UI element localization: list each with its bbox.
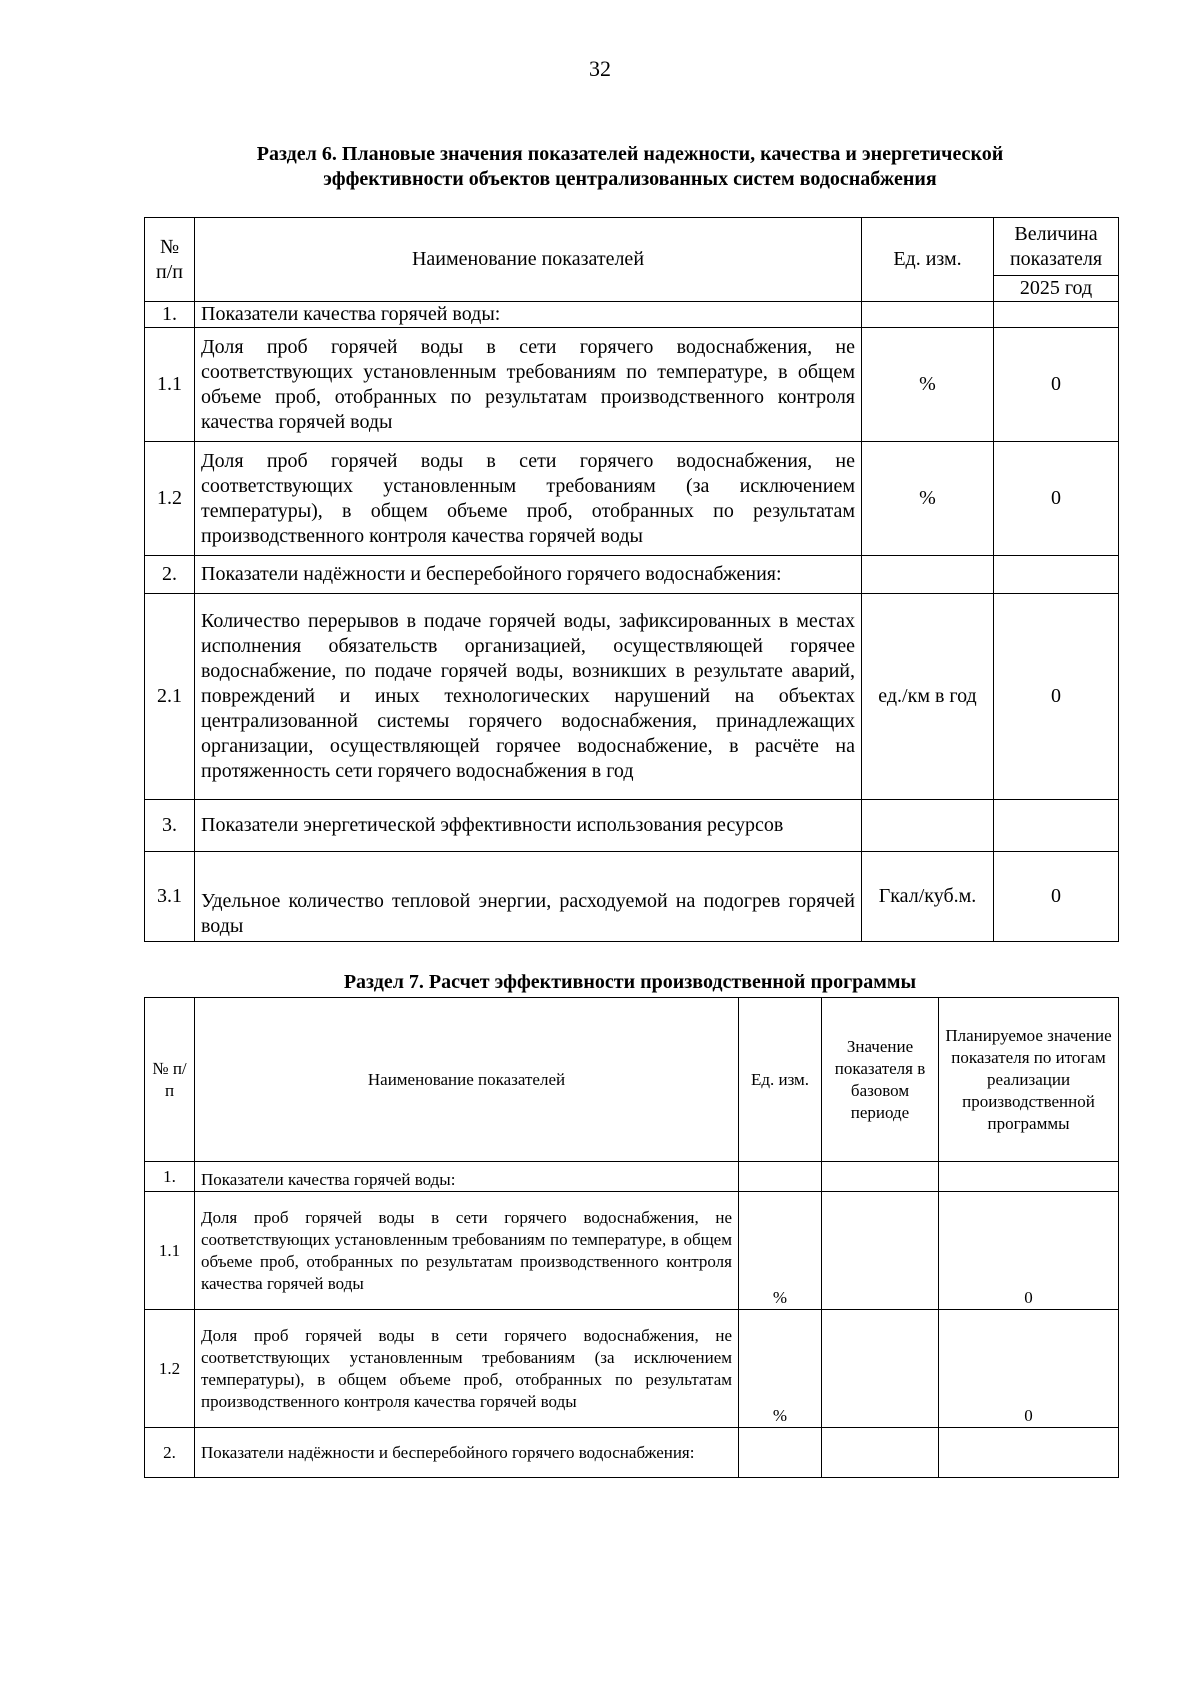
row-unit xyxy=(862,800,994,852)
header-name: Наименование показателей xyxy=(195,218,862,302)
header-planned: Планируемое значение показателя по итогам реализации производственной программы xyxy=(939,998,1119,1162)
row-name: Показатели надёжности и бесперебойного горячего водоснабжения: xyxy=(195,556,862,594)
row-unit xyxy=(739,1162,822,1192)
row-planned: 0 xyxy=(939,1192,1119,1310)
table-row xyxy=(145,1192,1119,1310)
section-6-table xyxy=(144,217,1119,942)
header-year: 2025 год xyxy=(994,276,1119,302)
row-num: 3.1 xyxy=(145,852,195,942)
row-name: Показатели энергетической эффективности использования ресурсов xyxy=(195,800,862,852)
row-unit: ед./км в год xyxy=(862,594,994,800)
table-row xyxy=(145,594,1119,800)
row-num: 2. xyxy=(145,1428,195,1478)
row-planned xyxy=(939,1162,1119,1192)
row-num: 1. xyxy=(145,1162,195,1192)
table-row xyxy=(145,556,1119,594)
header-unit: Ед. изм. xyxy=(739,998,822,1162)
row-base xyxy=(822,1428,939,1478)
section-7-table xyxy=(144,997,1119,1478)
row-base xyxy=(822,1192,939,1310)
table-header-row xyxy=(145,218,1119,276)
section-6-title-line1: Раздел 6. Плановые значения показателей надежности, качества и энергетической xyxy=(256,143,1004,165)
header-num: № п/п xyxy=(145,218,195,302)
row-num: 1.1 xyxy=(145,1192,195,1310)
row-unit: Гкал/куб.м. xyxy=(862,852,994,942)
row-name: Показатели качества горячей воды: xyxy=(195,1162,739,1192)
row-value: 0 xyxy=(994,594,1119,800)
row-name: Доля проб горячей воды в сети горячего водоснабжения, не соответствующих установленным требованиям (за исключением температуры), в общем объеме проб, отобранных по результатам производственного контроля качества горячей воды xyxy=(195,1310,739,1428)
table-row xyxy=(145,1310,1119,1428)
row-base xyxy=(822,1310,939,1428)
row-value: 0 xyxy=(994,852,1119,942)
row-name: Доля проб горячей воды в сети горячего водоснабжения, не соответствующих установленным требованиям по температуре, в общем объеме проб, отобранных по результатам производственного контроля качества горячей воды xyxy=(195,1192,739,1310)
row-name: Доля проб горячей воды в сети горячего водоснабжения, не соответствующих установленным требованиям (за исключением температуры), в общем объеме проб, отобранных по результатам производственного контроля качества горячей воды xyxy=(195,442,862,556)
row-unit xyxy=(862,556,994,594)
row-unit: % xyxy=(862,442,994,556)
row-name: Количество перерывов в подаче горячей воды, зафиксированных в местах исполнения обязательств организацией, осуществляющей горячее водоснабжение, по подаче горячей воды, возникших в результате аварий, повреждений и иных технологических нарушений на объектах централизованной системы горячего водоснабжения, принадлежащих организации, осуществляющей горячее водоснабжение, в расчёте на протяженность сети горячего водоснабжения в год xyxy=(195,594,862,800)
row-name: Доля проб горячей воды в сети горячего водоснабжения, не соответствующих установленным требованиям по температуре, в общем объеме проб, отобранных по результатам производственного контроля качества горячей воды xyxy=(195,328,862,442)
table-row xyxy=(145,302,1119,328)
table-row xyxy=(145,1162,1119,1192)
row-num: 1.2 xyxy=(145,1310,195,1428)
row-num: 1.2 xyxy=(145,442,195,556)
header-num: № п/п xyxy=(145,998,195,1162)
row-base xyxy=(822,1162,939,1192)
row-planned: 0 xyxy=(939,1310,1119,1428)
row-planned xyxy=(939,1428,1119,1478)
header-unit: Ед. изм. xyxy=(862,218,994,302)
row-unit xyxy=(739,1428,822,1478)
row-unit: % xyxy=(739,1310,822,1428)
section-6-title xyxy=(140,142,1120,192)
row-value xyxy=(994,302,1119,328)
row-num: 2.1 xyxy=(145,594,195,800)
row-num: 2. xyxy=(145,556,195,594)
row-unit: % xyxy=(862,328,994,442)
row-num: 1. xyxy=(145,302,195,328)
row-value xyxy=(994,800,1119,852)
header-name: Наименование показателей xyxy=(195,998,739,1162)
table-row xyxy=(145,800,1119,852)
row-unit xyxy=(862,302,994,328)
row-name: Показатели качества горячей воды: xyxy=(195,302,862,328)
section-7-title: Раздел 7. Расчет эффективности производственной программы xyxy=(343,971,917,993)
row-value: 0 xyxy=(994,328,1119,442)
row-value xyxy=(994,556,1119,594)
table-row xyxy=(145,328,1119,442)
row-name: Показатели надёжности и бесперебойного горячего водоснабжения: xyxy=(195,1428,739,1478)
row-unit: % xyxy=(739,1192,822,1310)
table-header-row xyxy=(145,998,1119,1162)
table-row xyxy=(145,442,1119,556)
table-row xyxy=(145,852,1119,942)
header-base: Значение показателя в базовом периоде xyxy=(822,998,939,1162)
row-value: 0 xyxy=(994,442,1119,556)
page-number: 32 xyxy=(589,56,611,81)
row-name: Удельное количество тепловой энергии, расходуемой на подогрев горячей воды xyxy=(195,852,862,942)
table-row xyxy=(145,1428,1119,1478)
row-num: 1.1 xyxy=(145,328,195,442)
header-value: Величина показателя xyxy=(994,218,1119,276)
section-6-title-line2: эффективности объектов централизованных систем водоснабжения xyxy=(323,168,937,190)
row-num: 3. xyxy=(145,800,195,852)
